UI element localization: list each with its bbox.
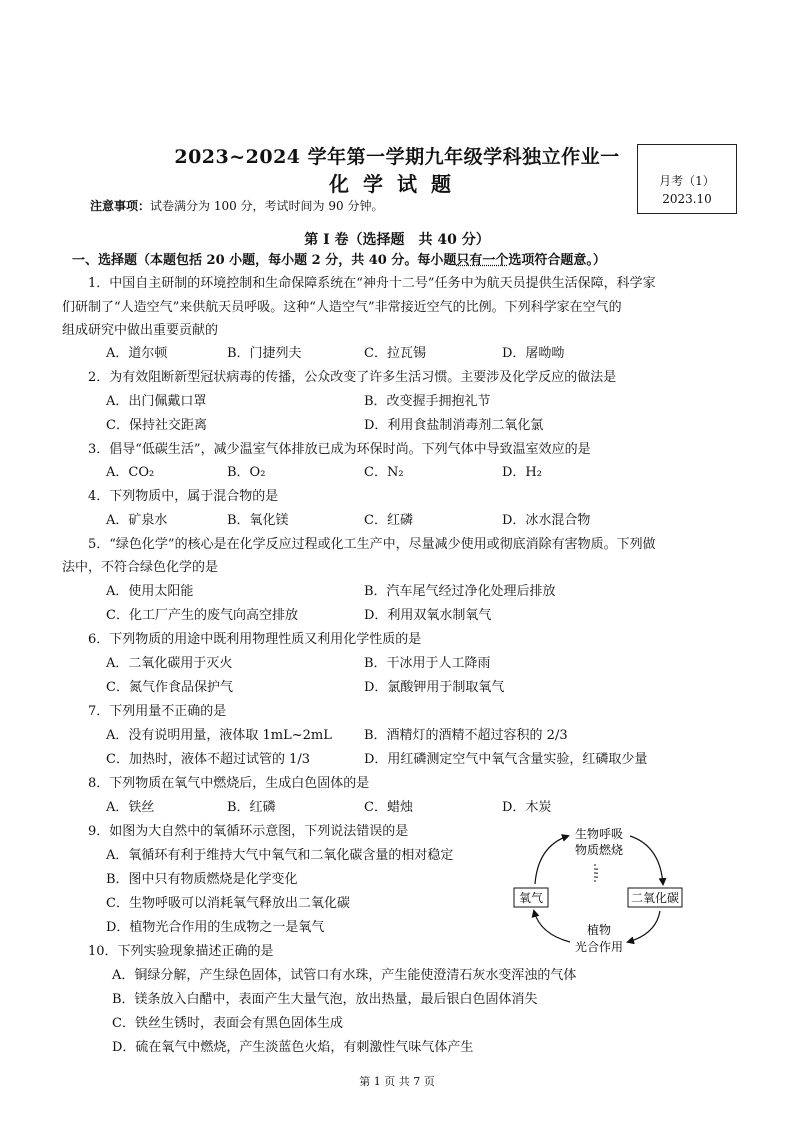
q1-option-d: D．屠呦呦: [502, 346, 565, 361]
q9-option-a: A．氧循环有利于维持大气中氧气和二氧化碳含量的相对稳定: [106, 848, 454, 863]
q4-option-a: A．矿泉水: [106, 513, 168, 528]
part-tail: 选项符合题意。）: [508, 253, 606, 268]
q7-option-d: D．用红磷测定空气中氧气含量实验，红磷取少量: [364, 752, 648, 767]
q6-option-a: A．二氧化碳用于灭火: [106, 656, 233, 671]
q6-option-d: D．氯酸钾用于制取氧气: [364, 680, 505, 695]
arrow-respiration-to-co2-icon: [630, 836, 663, 884]
exam-subtitle-text: 化学试题: [329, 172, 465, 196]
q6-option-b: B．干冰用于人工降雨: [364, 656, 491, 671]
q10-option-c: C．铁丝生锈时，表面会有黑色固体生成: [112, 1016, 343, 1031]
q2-option-d: D．利用食盐制消毒剂二氧化氯: [364, 418, 544, 433]
q8-option-c: C．蜡烛: [364, 800, 413, 815]
q3-option-a: A．CO₂: [106, 465, 155, 480]
q1-stem-line1: 1．中国自主研制的环境控制和生命保障系统在“神舟十二号”任务中为航天员提供生活保障，科学家: [88, 276, 656, 291]
q5-option-d: D．利用双氧水制氧气: [364, 608, 492, 623]
q9-option-d: D．植物光合作用的生成物之一是氧气: [106, 920, 325, 935]
q8-option-d: D．木炭: [502, 800, 552, 815]
q3-option-d: D．H₂: [502, 465, 542, 480]
exam-title: 2023~2024 学年第一学期九年级学科独立作业一: [174, 146, 620, 168]
stamp-date: 2023.10: [662, 192, 712, 206]
diagram-oxygen-label: 氧气: [518, 891, 544, 905]
q9-option-c: C．生物呼吸可以消耗氧气释放出二氧化碳: [106, 896, 350, 911]
diagram-bottom-line1: 植物: [586, 923, 612, 937]
q5-option-c: C．化工厂产生的废气向高空排放: [106, 608, 298, 623]
diagram-bottom-line2: 光合作用: [574, 940, 624, 954]
q4-option-b: B．氧化镁: [227, 513, 289, 528]
q7-option-b: B．酒精灯的酒精不超过容积的 2/3: [364, 728, 568, 743]
q5-stem-line2: 法中，不符合绿色化学的是: [62, 560, 219, 575]
page-footer: 第 1 页 共 7 页: [359, 1075, 435, 1088]
notice-label: 注意事项：: [90, 199, 151, 213]
diagram-co2-label: 二氧化碳: [630, 891, 680, 905]
q4-stem: 4．下列物质中，属于混合物的是: [88, 489, 279, 504]
q9-stem: 9．如图为大自然中的氧循环示意图，下列说法错误的是: [88, 824, 409, 839]
arrow-co2-to-photosynthesis-icon: [628, 911, 660, 942]
q9-option-b: B．图中只有物质燃烧是化学变化: [106, 872, 298, 887]
arrow-photosynthesis-to-oxygen-icon: [534, 911, 570, 942]
q1-stem-line3: 组成研究中做出重要贡献的: [62, 323, 219, 338]
section-title: 第 I 卷（选择题 共 40 分）: [304, 232, 490, 248]
q2-option-a: A．出门佩戴口罩: [106, 394, 207, 409]
stamp-label: 月考（1）: [659, 174, 715, 188]
part-head: 一、选择题（本题包括 20 小题，每小题 2 分，共 40 分。每小题: [72, 253, 457, 268]
notice: [90, 197, 383, 214]
notice-text: 试卷满分为 100 分，考试时间为 90 分钟。: [150, 199, 384, 213]
q10-option-a: A．铜绿分解，产生绿色固体，试管口有水珠，产生能使澄清石灰水变浑浊的气体: [112, 968, 577, 983]
q6-option-c: C．氮气作食品保护气: [106, 680, 233, 695]
q7-stem: 7．下列用量不正确的是: [88, 704, 227, 719]
q7-option-a: A．没有说明用量，液体取 1mL~2mL: [106, 728, 332, 743]
diagram-top-line2: 物质燃烧: [574, 843, 624, 857]
arrow-oxygen-to-respiration-icon: [535, 836, 568, 884]
q5-stem-line1: 5．“绿色化学”的核心是在化学反应过程或化工生产中，尽量减少使用或彻底消除有害物质。下列做: [88, 537, 656, 552]
diagram-top-line1: 生物呼吸: [574, 827, 624, 841]
q8-option-a: A．铁丝: [106, 800, 155, 815]
q3-option-b: B．O₂: [227, 465, 266, 480]
q4-option-d: D．冰水混合物: [502, 513, 591, 528]
q3-option-c: C．N₂: [364, 465, 404, 480]
q1-option-b: B．门捷列夫: [227, 346, 302, 361]
q7-option-c: C．加热时，液体不超过试管的 1/3: [106, 752, 311, 767]
q8-option-b: B．红磷: [227, 800, 276, 815]
exam-stamp-box: [637, 144, 737, 214]
q10-option-d: D．硫在氧气中燃烧，产生淡蓝色火焰，有刺激性气味气体产生: [112, 1040, 474, 1055]
oxygen-cycle-diagram: [500, 822, 700, 962]
part-heading: [72, 249, 606, 268]
q1-option-c: C．拉瓦锡: [364, 346, 426, 361]
diagram-ellipsis-icon: ⋮: [591, 866, 603, 880]
q10-stem: 10．下列实验现象描述正确的是: [88, 944, 274, 959]
q3-stem: 3．倡导“低碳生活”，减少温室气体排放已成为环保时尚。下列气体中导致温室效应的是: [88, 442, 591, 457]
q2-stem: 2．为有效阻断新型冠状病毒的传播，公众改变了许多生活习惯。主要涉及化学反应的做法是: [88, 370, 617, 385]
q1-option-a: A．道尔顿: [106, 346, 168, 361]
q2-option-c: C．保持社交距离: [106, 418, 207, 433]
q8-stem: 8．下列物质在氧气中燃烧后，生成白色固体的是: [88, 776, 370, 791]
q6-stem: 6．下列物质的用途中既利用物理性质又利用化学性质的是: [88, 632, 422, 647]
q5-option-b: B．汽车尾气经过净化处理后排放: [364, 584, 556, 599]
q2-option-b: B．改变握手拥抱礼节: [364, 394, 491, 409]
q1-stem-line2: 们研制了“人造空气”来供航天员呼吸。这种“人造空气”非常接近空气的比例。下列科学家在空气的: [62, 300, 622, 315]
q10-option-b: B．镁条放入白醋中，表面产生大量气泡，放出热量，最后银白色固体消失: [112, 992, 538, 1007]
q4-option-c: C．红磷: [364, 513, 413, 528]
q5-option-a: A．使用太阳能: [106, 584, 194, 599]
part-emphasis: 只有一个: [456, 253, 509, 268]
